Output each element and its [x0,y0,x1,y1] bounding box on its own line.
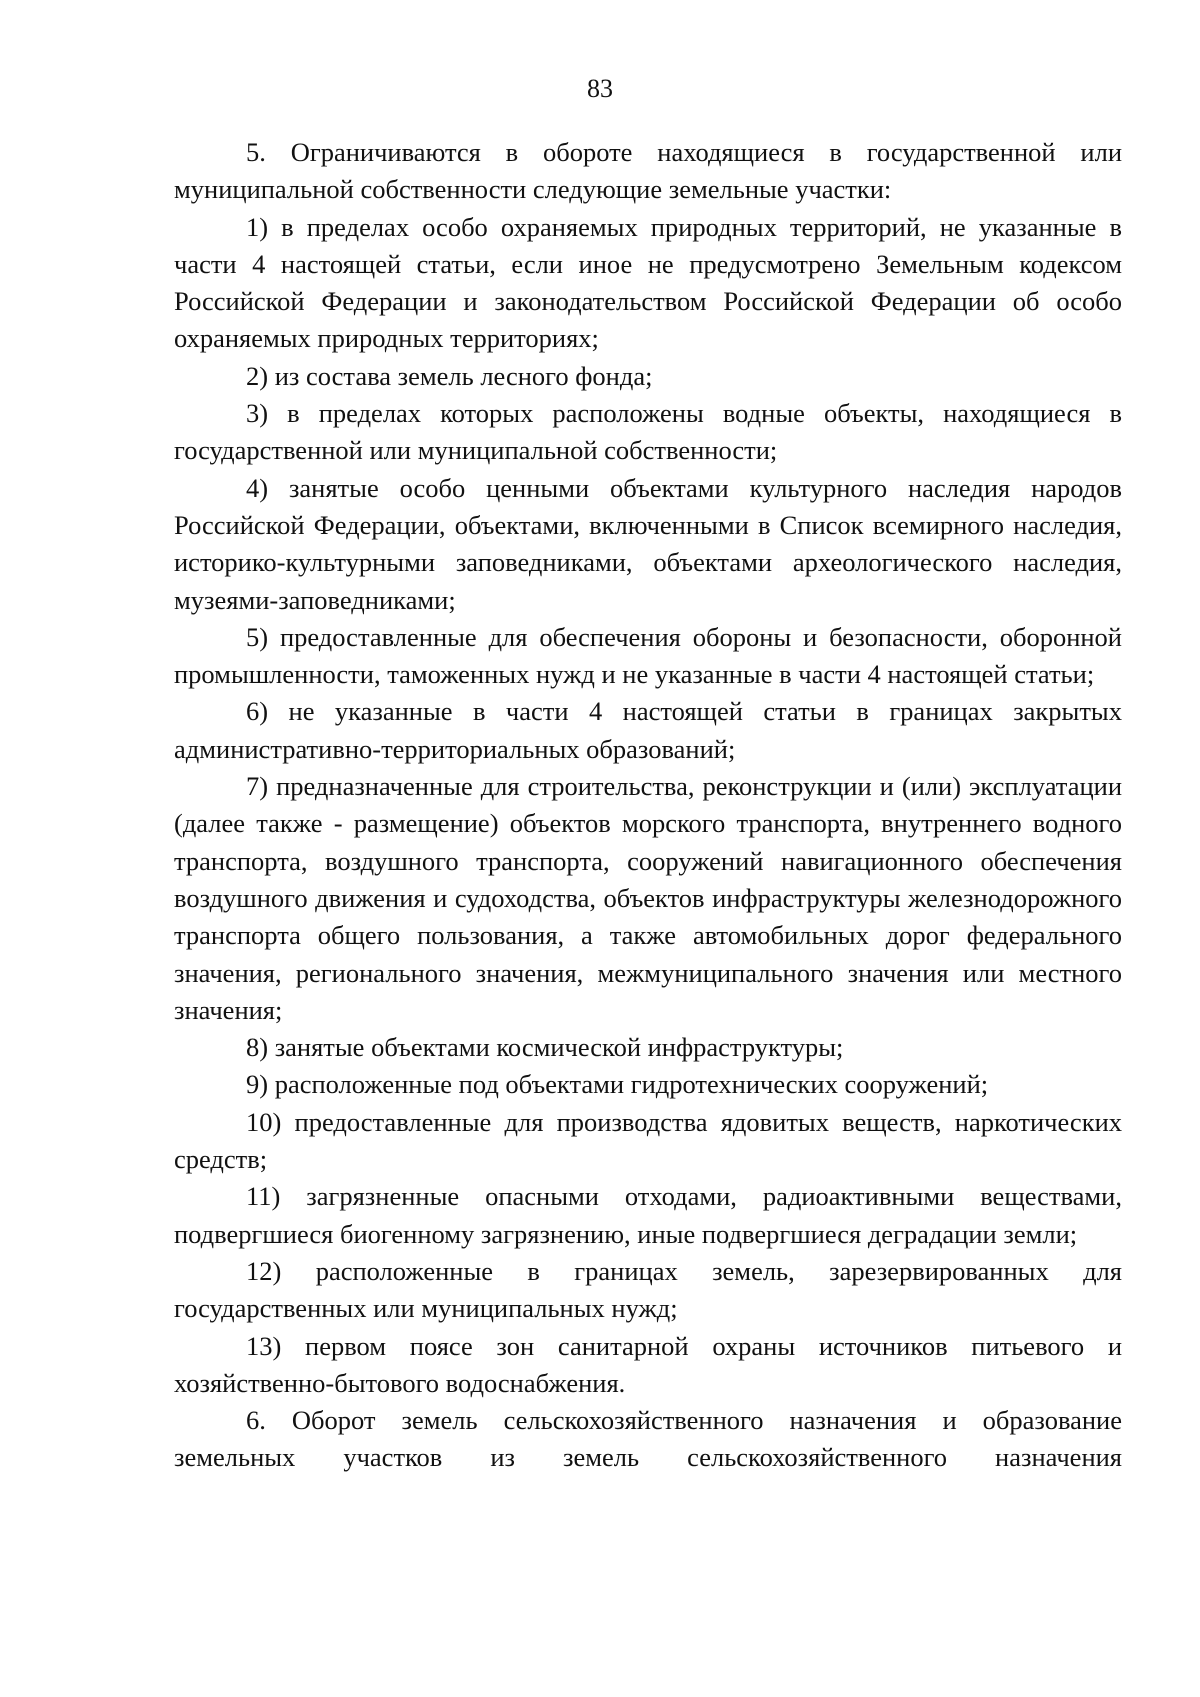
list-item-7: 7) предназначенные для строительства, реконструкции и (или) эксплуатации (далее также - размещение) объектов морского транспорта, внутреннего водного транспорта, воздушного транспорта, сооружений навигационного обеспечения воздушного движения и судоходства, объектов инфраструктуры железнодорожного транспорта общего пользования, а также автомобильных дорог федерального значения, регионального значения, межмуниципального значения или местного значения; [174,771,1122,1025]
list-item-1: 1) в пределах особо охраняемых природных территорий, не указанные в части 4 настоящей статьи, если иное не предусмотрено Земельным кодексом Российской Федерации и законодательством Российской Федерации об особо охраняемых природных территориях; [174,211,1122,354]
paragraph-item-5-intro: 5. Ограничиваются в обороте находящиеся в государственной или муниципальной собственности следующие земельные участки: [174,137,1122,205]
list-item-10: 10) предоставленные для производства ядовитых веществ, наркотических средств; [174,1106,1122,1175]
list-item-2: 2) из состава земель лесного фонда; [246,360,653,391]
list-item-12: 12) расположенные в границах земель, зарезервированных для государственных или муниципальных нужд; [174,1255,1122,1324]
list-item-5: 5) предоставленные для обеспечения обороны и безопасности, оборонной промышленности, таможенных нужд и не указанные в части 4 настоящей статьи; [174,621,1122,690]
paragraph-item-6: 6. Оборот земель сельскохозяйственного назначения и образование земельных участков из земель сельскохозяйственного назначения [174,1405,1122,1473]
list-item-4: 4) занятые особо ценными объектами культурного наследия народов Российской Федерации, объектами, включенными в Список всемирного наследия, историко-культурными заповедниками, объектами археологического наследия, музеями-заповедниками; [174,472,1122,615]
list-item-3: 3) в пределах которых расположены водные объекты, находящиеся в государственной или муниципальной собственности; [174,398,1122,466]
page-number: 83 [587,74,613,103]
list-item-9: 9) расположенные под объектами гидротехнических сооружений; [246,1069,989,1100]
list-item-8: 8) занятые объектами космической инфраструктуры; [246,1032,844,1063]
list-item-11: 11) загрязненные опасными отходами, радиоактивными веществами, подвергшиеся биогенному загрязнению, иные подвергшиеся деградации земли; [174,1181,1122,1249]
document-body [174,134,1122,1477]
list-item-6: 6) не указанные в части 4 настоящей статьи в границах закрытых административно-территориальных образований; [174,696,1122,764]
list-item-13: 13) первом поясе зон санитарной охраны источников питьевого и хозяйственно-бытового водоснабжения. [174,1330,1122,1398]
